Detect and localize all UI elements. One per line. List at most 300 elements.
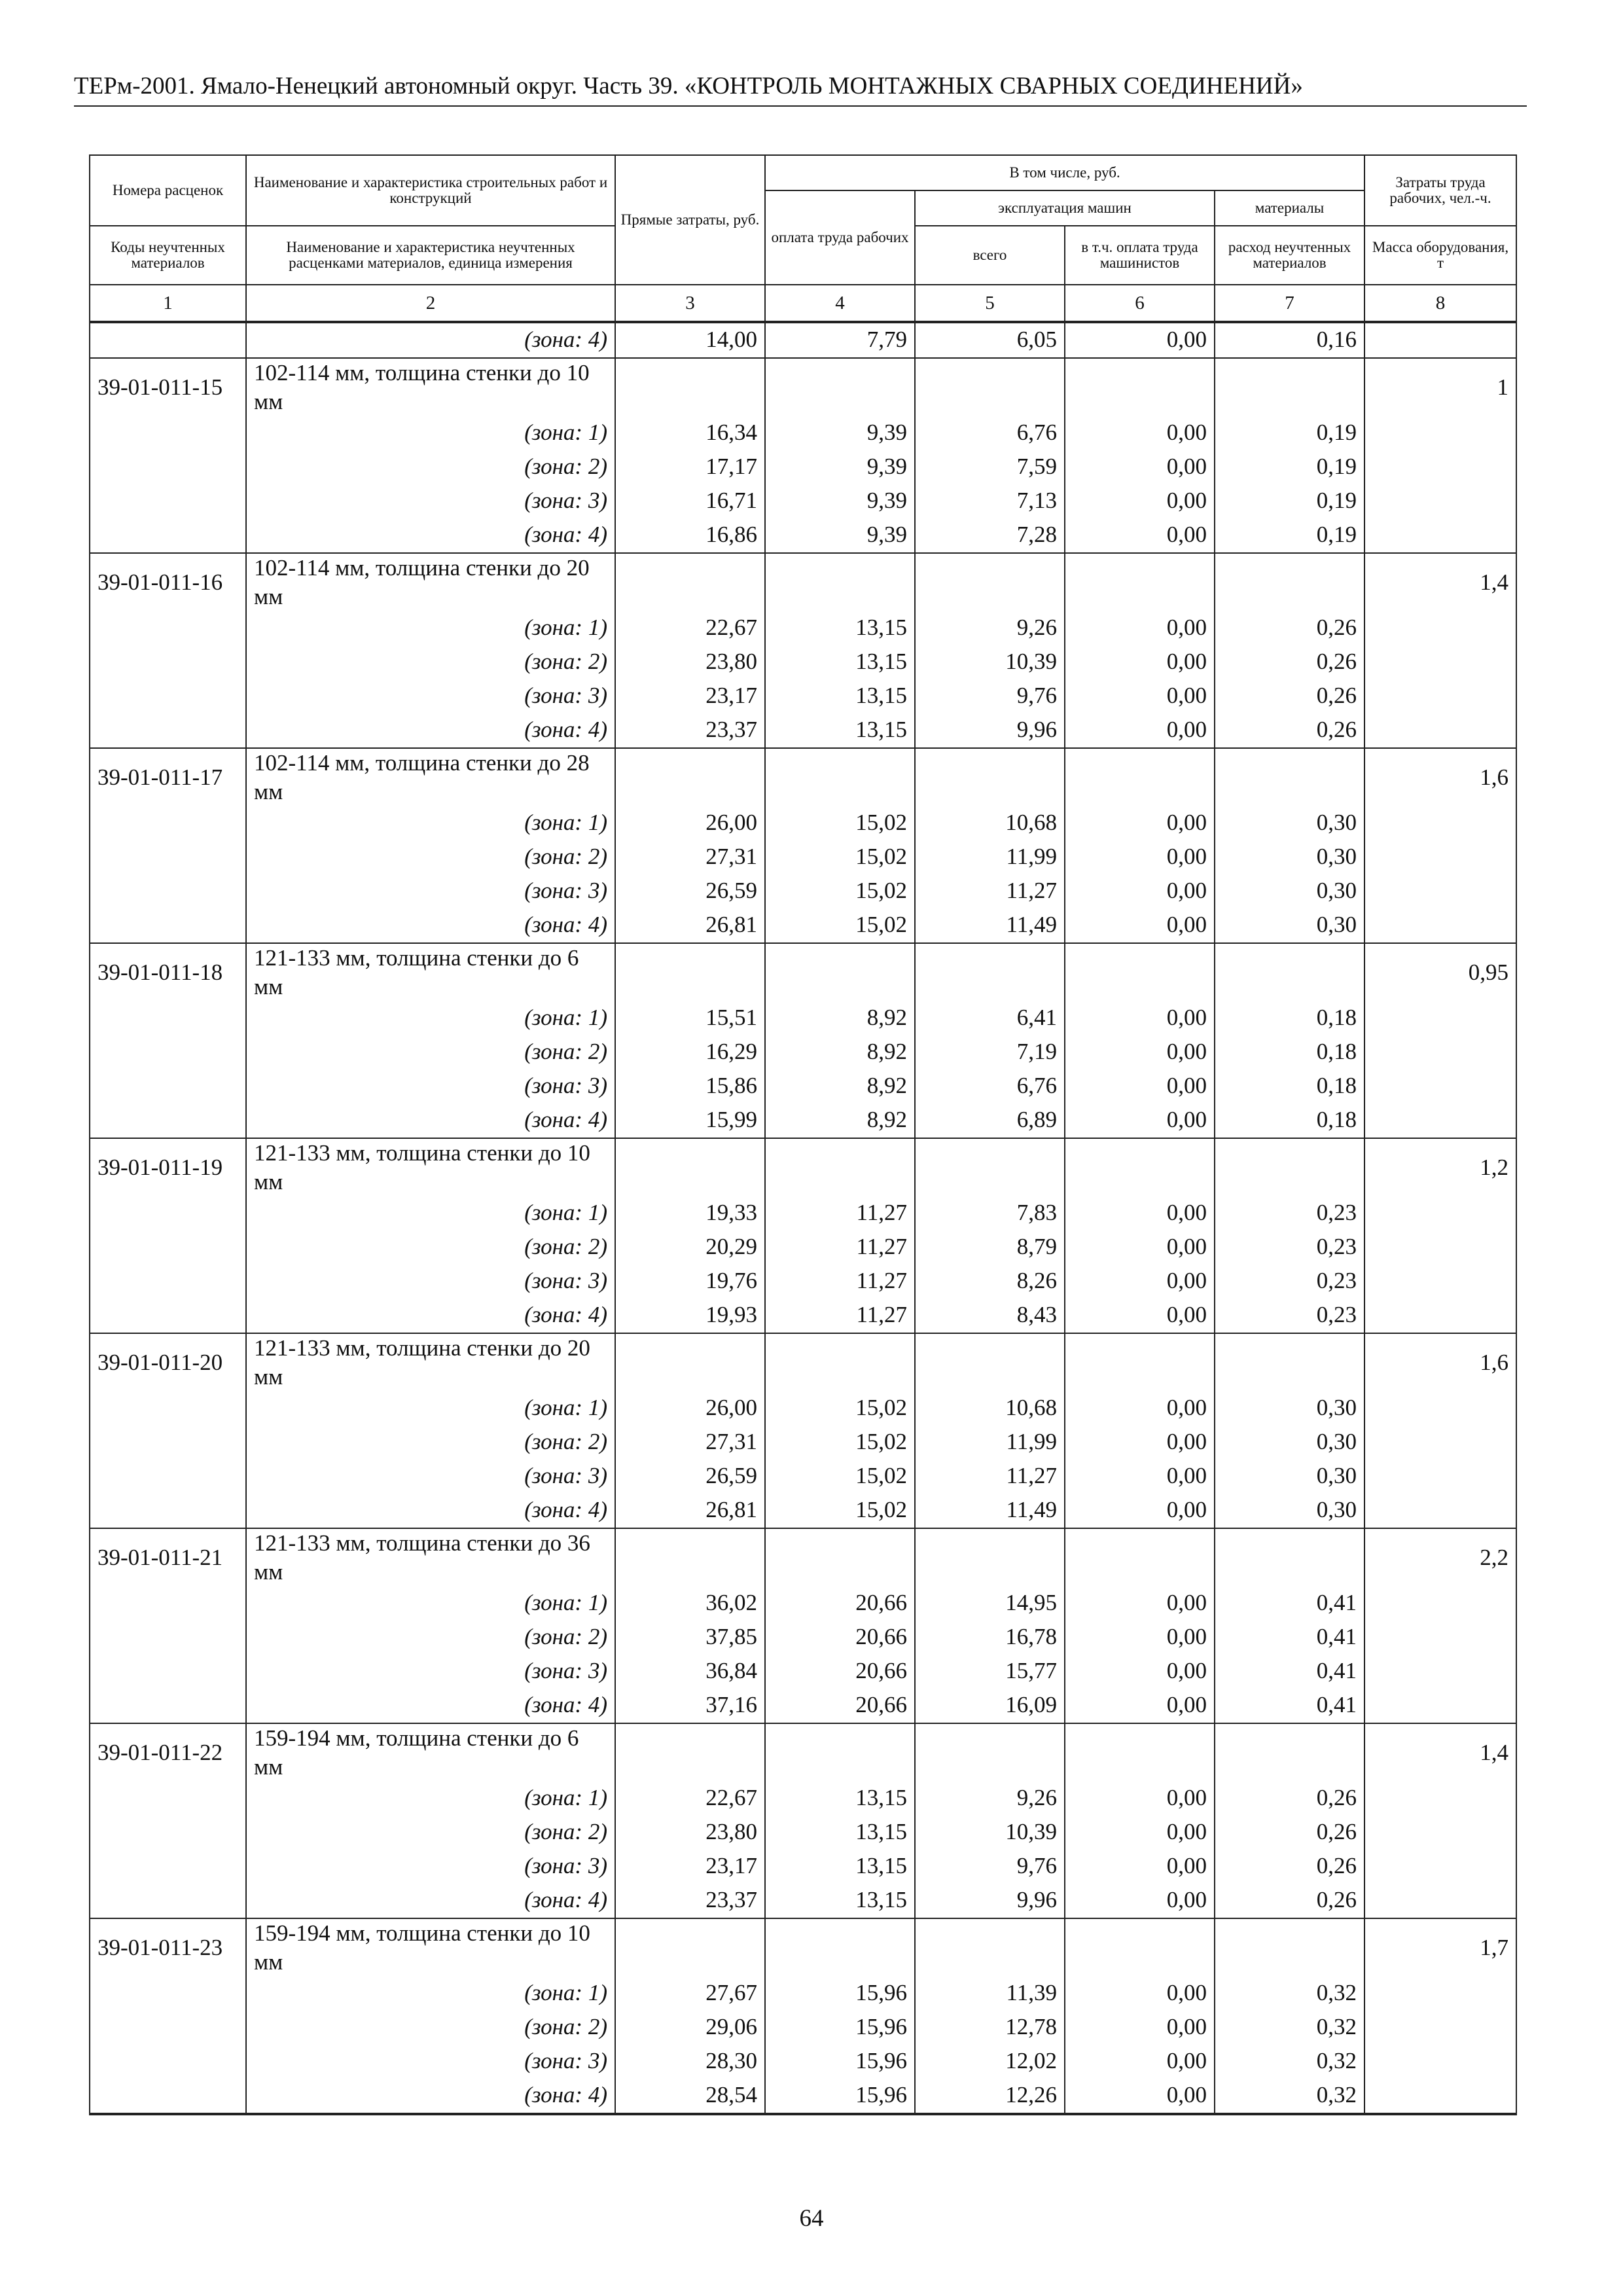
machinist-pay-value: 0,00 — [1065, 518, 1215, 553]
zone-row — [90, 1460, 1516, 1494]
materials-value: 0,18 — [1215, 1103, 1364, 1138]
zone-label: (зона: 3) — [246, 2045, 615, 2079]
labor-pay-value: 15,96 — [765, 2011, 915, 2045]
materials-value: 0,23 — [1215, 1265, 1364, 1299]
zone-label: (зона: 3) — [246, 1265, 615, 1299]
direct-costs-value: 37,16 — [615, 1689, 765, 1723]
machine-total-value: 6,89 — [915, 1103, 1065, 1138]
machine-total-value: 9,96 — [915, 1884, 1065, 1918]
rate-code: 39-01-011-20 — [90, 1333, 246, 1528]
table-body — [90, 322, 1516, 2114]
page-number: 64 — [799, 2205, 824, 2232]
direct-costs-value: 26,00 — [615, 1391, 765, 1426]
materials-value: 0,41 — [1215, 1655, 1364, 1689]
machine-total-value: 11,27 — [915, 1460, 1065, 1494]
zone-label: (зона: 3) — [246, 679, 615, 713]
machinist-pay-value: 0,00 — [1065, 1196, 1215, 1230]
machinist-pay-value: 0,00 — [1065, 1782, 1215, 1816]
rate-group-row — [90, 1138, 1516, 1196]
labor-costs-value: 1 — [1364, 358, 1516, 553]
materials-value: 0,26 — [1215, 1782, 1364, 1816]
column-number: 8 — [1364, 285, 1516, 322]
zone-label: (зона: 2) — [246, 1035, 615, 1069]
machinist-pay-value: 0,00 — [1065, 713, 1215, 748]
zone-row — [90, 679, 1516, 713]
labor-costs-value: 1,4 — [1364, 553, 1516, 748]
labor-pay-value: 15,02 — [765, 1426, 915, 1460]
zone-label: (зона: 4) — [246, 1689, 615, 1723]
machine-total-value: 10,39 — [915, 645, 1065, 679]
machinist-pay-value: 0,00 — [1065, 1460, 1215, 1494]
materials-value: 0,30 — [1215, 1391, 1364, 1426]
machine-total-value: 16,78 — [915, 1621, 1065, 1655]
machine-total-value: 7,13 — [915, 484, 1065, 518]
zone-label: (зона: 3) — [246, 874, 615, 908]
machine-total-value: 7,28 — [915, 518, 1065, 553]
rate-group-row — [90, 1333, 1516, 1391]
zone-label: (зона: 4) — [246, 713, 615, 748]
header-labor-pay: оплата труда рабочих — [765, 190, 915, 285]
machinist-pay-value: 0,00 — [1065, 1621, 1215, 1655]
page-header-title: ТЕРм-2001. Ямало-Ненецкий автономный округ. Часть 39. «КОНТРОЛЬ МОНТАЖНЫХ СВАРНЫХ СОЕДИНЕНИЙ» — [74, 73, 1303, 99]
materials-value: 0,26 — [1215, 1850, 1364, 1884]
zone-label: (зона: 3) — [246, 1655, 615, 1689]
materials-value: 0,26 — [1215, 713, 1364, 748]
direct-costs-value: 26,00 — [615, 806, 765, 840]
direct-costs-value: 15,51 — [615, 1001, 765, 1035]
zone-row — [90, 1977, 1516, 2011]
machinist-pay-value: 0,00 — [1065, 1391, 1215, 1426]
zone-row — [90, 1069, 1516, 1103]
direct-costs-value: 22,67 — [615, 611, 765, 645]
labor-costs-value: 0,95 — [1364, 943, 1516, 1138]
labor-pay-value: 15,96 — [765, 2079, 915, 2114]
rate-code: 39-01-011-16 — [90, 553, 246, 748]
zone-row — [90, 840, 1516, 874]
column-number: 2 — [246, 285, 615, 322]
zone-label: (зона: 3) — [246, 1850, 615, 1884]
column-number: 1 — [90, 285, 246, 322]
labor-pay-value: 11,27 — [765, 1265, 915, 1299]
machine-total-value: 16,09 — [915, 1689, 1065, 1723]
labor-pay-value: 15,96 — [765, 2045, 915, 2079]
labor-pay-value: 13,15 — [765, 611, 915, 645]
direct-costs-value: 15,86 — [615, 1069, 765, 1103]
direct-costs-value: 19,76 — [615, 1265, 765, 1299]
machinist-pay-value: 0,00 — [1065, 1103, 1215, 1138]
rate-group-row — [90, 1723, 1516, 1782]
labor-costs-value: 1,2 — [1364, 1138, 1516, 1333]
zone-row — [90, 645, 1516, 679]
materials-value: 0,19 — [1215, 450, 1364, 484]
carry-over-row — [90, 322, 1516, 358]
machinist-pay-value: 0,00 — [1065, 1001, 1215, 1035]
direct-costs-value: 14,00 — [615, 322, 765, 358]
zone-row — [90, 806, 1516, 840]
machinist-pay-value: 0,00 — [1065, 1069, 1215, 1103]
rate-code: 39-01-011-18 — [90, 943, 246, 1138]
rate-name: 121-133 мм, толщина стенки до 10 мм — [246, 1138, 615, 1196]
rate-code: 39-01-011-17 — [90, 748, 246, 943]
direct-costs-value: 36,84 — [615, 1655, 765, 1689]
machine-total-value: 9,76 — [915, 1850, 1065, 1884]
machinist-pay-value: 0,00 — [1065, 2011, 1215, 2045]
header-including: В том числе, руб. — [765, 155, 1364, 190]
machine-total-value: 6,76 — [915, 416, 1065, 450]
zone-row — [90, 518, 1516, 553]
machine-total-value: 7,59 — [915, 450, 1065, 484]
zone-row — [90, 1426, 1516, 1460]
rate-code: 39-01-011-19 — [90, 1138, 246, 1333]
labor-pay-value: 8,92 — [765, 1035, 915, 1069]
direct-costs-value: 27,31 — [615, 1426, 765, 1460]
direct-costs-value: 28,30 — [615, 2045, 765, 2079]
zone-row — [90, 1001, 1516, 1035]
direct-costs-value: 26,59 — [615, 874, 765, 908]
labor-pay-value: 11,27 — [765, 1230, 915, 1265]
rate-name: 159-194 мм, толщина стенки до 6 мм — [246, 1723, 615, 1782]
materials-value: 0,30 — [1215, 1460, 1364, 1494]
direct-costs-value: 36,02 — [615, 1587, 765, 1621]
labor-pay-value: 9,39 — [765, 416, 915, 450]
header-direct-costs: Прямые затраты, руб. — [615, 155, 765, 285]
machinist-pay-value: 0,00 — [1065, 450, 1215, 484]
zone-row — [90, 1299, 1516, 1333]
table-header — [90, 155, 1516, 322]
zone-label: (зона: 4) — [246, 1299, 615, 1333]
rate-code: 39-01-011-22 — [90, 1723, 246, 1918]
materials-value: 0,30 — [1215, 874, 1364, 908]
direct-costs-value: 26,59 — [615, 1460, 765, 1494]
rate-name: 102-114 мм, толщина стенки до 20 мм — [246, 553, 615, 611]
machine-total-value: 11,49 — [915, 908, 1065, 943]
machinist-pay-value: 0,00 — [1065, 484, 1215, 518]
machinist-pay-value: 0,00 — [1065, 645, 1215, 679]
header-materials: материалы — [1215, 190, 1364, 226]
direct-costs-value: 15,99 — [615, 1103, 765, 1138]
labor-pay-value: 15,02 — [765, 1391, 915, 1426]
rate-group-row — [90, 748, 1516, 806]
header-labor-costs: Затраты труда рабочих, чел.-ч. — [1364, 155, 1516, 226]
machine-total-value: 7,19 — [915, 1035, 1065, 1069]
direct-costs-value: 23,17 — [615, 1850, 765, 1884]
zone-row — [90, 1265, 1516, 1299]
machine-total-value: 6,76 — [915, 1069, 1065, 1103]
header-unaccounted-name: Наименование и характеристика неучтенных расценками материалов, единица измерения — [246, 226, 615, 285]
zone-row — [90, 908, 1516, 943]
materials-value: 0,23 — [1215, 1230, 1364, 1265]
zone-row — [90, 713, 1516, 748]
labor-pay-value: 13,15 — [765, 645, 915, 679]
materials-value: 0,23 — [1215, 1299, 1364, 1333]
zone-label: (зона: 1) — [246, 1001, 615, 1035]
materials-value: 0,30 — [1215, 806, 1364, 840]
zone-label: (зона: 4) — [246, 518, 615, 553]
zone-label: (зона: 1) — [246, 611, 615, 645]
direct-costs-value: 27,31 — [615, 840, 765, 874]
machine-total-value: 11,49 — [915, 1494, 1065, 1528]
materials-value: 0,30 — [1215, 908, 1364, 943]
direct-costs-value: 23,37 — [615, 1884, 765, 1918]
direct-costs-value: 28,54 — [615, 2079, 765, 2114]
labor-pay-value: 15,02 — [765, 806, 915, 840]
machinist-pay-value: 0,00 — [1065, 806, 1215, 840]
direct-costs-value: 20,29 — [615, 1230, 765, 1265]
machinist-pay-value: 0,00 — [1065, 679, 1215, 713]
rate-code: 39-01-011-21 — [90, 1528, 246, 1723]
materials-value: 0,26 — [1215, 645, 1364, 679]
rate-name: 102-114 мм, толщина стенки до 28 мм — [246, 748, 615, 806]
materials-value: 0,32 — [1215, 1977, 1364, 2011]
machinist-pay-value: 0,00 — [1065, 1494, 1215, 1528]
zone-row — [90, 1494, 1516, 1528]
direct-costs-value: 17,17 — [615, 450, 765, 484]
direct-costs-value: 23,17 — [615, 679, 765, 713]
labor-costs-value: 1,4 — [1364, 1723, 1516, 1918]
direct-costs-value: 23,80 — [615, 645, 765, 679]
machinist-pay-value: 0,00 — [1065, 1587, 1215, 1621]
header-total: всего — [915, 226, 1065, 285]
zone-label: (зона: 1) — [246, 1977, 615, 2011]
direct-costs-value: 37,85 — [615, 1621, 765, 1655]
machinist-pay-value: 0,00 — [1065, 611, 1215, 645]
materials-value: 0,18 — [1215, 1001, 1364, 1035]
zone-label: (зона: 3) — [246, 1460, 615, 1494]
rate-group-row — [90, 358, 1516, 416]
zone-row — [90, 874, 1516, 908]
zone-label: (зона: 2) — [246, 1230, 615, 1265]
zone-label: (зона: 1) — [246, 806, 615, 840]
direct-costs-value: 16,29 — [615, 1035, 765, 1069]
zone-row — [90, 2011, 1516, 2045]
machine-total-value: 8,26 — [915, 1265, 1065, 1299]
machinist-pay-value: 0,00 — [1065, 416, 1215, 450]
labor-costs-value: 1,6 — [1364, 1333, 1516, 1528]
machinist-pay-value: 0,00 — [1065, 874, 1215, 908]
materials-value: 0,23 — [1215, 1196, 1364, 1230]
rates-table — [89, 154, 1517, 2115]
machine-total-value: 6,05 — [915, 322, 1065, 358]
direct-costs-value: 16,86 — [615, 518, 765, 553]
direct-costs-value: 16,71 — [615, 484, 765, 518]
machine-total-value: 10,39 — [915, 1816, 1065, 1850]
machine-total-value: 9,26 — [915, 611, 1065, 645]
materials-value: 0,26 — [1215, 679, 1364, 713]
machine-total-value: 12,02 — [915, 2045, 1065, 2079]
labor-pay-value: 15,02 — [765, 874, 915, 908]
labor-pay-value: 13,15 — [765, 1884, 915, 1918]
labor-pay-value: 13,15 — [765, 679, 915, 713]
machine-total-value: 11,27 — [915, 874, 1065, 908]
rate-group-row — [90, 1528, 1516, 1587]
materials-value: 0,32 — [1215, 2045, 1364, 2079]
materials-value: 0,19 — [1215, 416, 1364, 450]
machine-total-value: 11,99 — [915, 1426, 1065, 1460]
zone-row — [90, 1850, 1516, 1884]
direct-costs-value: 23,80 — [615, 1816, 765, 1850]
zone-row — [90, 1816, 1516, 1850]
materials-value: 0,41 — [1215, 1621, 1364, 1655]
zone-label: (зона: 4) — [246, 322, 615, 358]
zone-label: (зона: 1) — [246, 1782, 615, 1816]
labor-pay-value: 13,15 — [765, 1850, 915, 1884]
zone-label: (зона: 4) — [246, 908, 615, 943]
rate-code: 39-01-011-15 — [90, 358, 246, 553]
zone-row — [90, 2045, 1516, 2079]
machinist-pay-value: 0,00 — [1065, 2079, 1215, 2114]
machinist-pay-value: 0,00 — [1065, 322, 1215, 358]
labor-pay-value: 8,92 — [765, 1103, 915, 1138]
zone-label: (зона: 2) — [246, 1426, 615, 1460]
machinist-pay-value: 0,00 — [1065, 1977, 1215, 2011]
machine-total-value: 8,79 — [915, 1230, 1065, 1265]
zone-row — [90, 1230, 1516, 1265]
column-number: 7 — [1215, 285, 1364, 322]
header-divider — [74, 105, 1527, 107]
labor-pay-value: 15,02 — [765, 1460, 915, 1494]
header-equipment-mass: Масса оборудования, т — [1364, 226, 1516, 285]
materials-value: 0,26 — [1215, 1816, 1364, 1850]
zone-row — [90, 1103, 1516, 1138]
zone-label: (зона: 1) — [246, 416, 615, 450]
labor-pay-value: 8,92 — [765, 1001, 915, 1035]
direct-costs-value: 26,81 — [615, 908, 765, 943]
zone-label: (зона: 2) — [246, 450, 615, 484]
direct-costs-value: 19,33 — [615, 1196, 765, 1230]
zone-row — [90, 1391, 1516, 1426]
machinist-pay-value: 0,00 — [1065, 1035, 1215, 1069]
labor-pay-value: 13,15 — [765, 713, 915, 748]
labor-pay-value: 9,39 — [765, 518, 915, 553]
header-rate-number: Номера расценок — [90, 155, 246, 226]
machinist-pay-value: 0,00 — [1065, 1884, 1215, 1918]
zone-row — [90, 2079, 1516, 2114]
labor-costs-value: 2,2 — [1364, 1528, 1516, 1723]
materials-value: 0,41 — [1215, 1689, 1364, 1723]
zone-row — [90, 1196, 1516, 1230]
zone-row — [90, 1655, 1516, 1689]
labor-pay-value: 13,15 — [765, 1816, 915, 1850]
machine-total-value: 7,83 — [915, 1196, 1065, 1230]
materials-value: 0,30 — [1215, 1494, 1364, 1528]
zone-label: (зона: 4) — [246, 2079, 615, 2114]
rate-group-row — [90, 1918, 1516, 1977]
zone-label: (зона: 2) — [246, 645, 615, 679]
materials-value: 0,18 — [1215, 1069, 1364, 1103]
materials-value: 0,41 — [1215, 1587, 1364, 1621]
labor-pay-value: 7,79 — [765, 322, 915, 358]
rate-name: 159-194 мм, толщина стенки до 10 мм — [246, 1918, 615, 1977]
materials-value: 0,19 — [1215, 518, 1364, 553]
machinist-pay-value: 0,00 — [1065, 1265, 1215, 1299]
rate-code: 39-01-011-23 — [90, 1918, 246, 2114]
direct-costs-value: 16,34 — [615, 416, 765, 450]
rate-name: 102-114 мм, толщина стенки до 10 мм — [246, 358, 615, 416]
machinist-pay-value: 0,00 — [1065, 1299, 1215, 1333]
zone-label: (зона: 3) — [246, 1069, 615, 1103]
labor-pay-value: 20,66 — [765, 1587, 915, 1621]
rate-name: 121-133 мм, толщина стенки до 36 мм — [246, 1528, 615, 1587]
machine-total-value: 12,26 — [915, 2079, 1065, 2114]
machinist-pay-value: 0,00 — [1065, 1426, 1215, 1460]
machinist-pay-value: 0,00 — [1065, 1230, 1215, 1265]
column-number: 4 — [765, 285, 915, 322]
labor-pay-value: 15,02 — [765, 908, 915, 943]
labor-pay-value: 20,66 — [765, 1621, 915, 1655]
zone-label: (зона: 2) — [246, 1621, 615, 1655]
machine-total-value: 6,41 — [915, 1001, 1065, 1035]
zone-row — [90, 416, 1516, 450]
rate-group-row — [90, 553, 1516, 611]
direct-costs-value: 22,67 — [615, 1782, 765, 1816]
machine-total-value: 8,43 — [915, 1299, 1065, 1333]
zone-label: (зона: 4) — [246, 1884, 615, 1918]
materials-value: 0,19 — [1215, 484, 1364, 518]
labor-pay-value: 9,39 — [765, 484, 915, 518]
header-unaccounted-codes: Коды неучтенных материалов — [90, 226, 246, 285]
header-machine-operation: эксплуатация машин — [915, 190, 1215, 226]
labor-pay-value: 20,66 — [765, 1655, 915, 1689]
direct-costs-value: 19,93 — [615, 1299, 765, 1333]
machine-total-value: 9,76 — [915, 679, 1065, 713]
materials-value: 0,32 — [1215, 2079, 1364, 2114]
zone-label: (зона: 2) — [246, 1816, 615, 1850]
labor-pay-value: 9,39 — [765, 450, 915, 484]
direct-costs-value: 26,81 — [615, 1494, 765, 1528]
zone-row — [90, 1035, 1516, 1069]
rate-name: 121-133 мм, толщина стенки до 20 мм — [246, 1333, 615, 1391]
labor-costs-value: 1,6 — [1364, 748, 1516, 943]
column-number: 6 — [1065, 285, 1215, 322]
machine-total-value: 15,77 — [915, 1655, 1065, 1689]
direct-costs-value: 29,06 — [615, 2011, 765, 2045]
labor-pay-value: 15,02 — [765, 1494, 915, 1528]
labor-costs-value: 1,7 — [1364, 1918, 1516, 2114]
column-number-row — [90, 285, 1516, 322]
machinist-pay-value: 0,00 — [1065, 1655, 1215, 1689]
zone-label: (зона: 2) — [246, 2011, 615, 2045]
materials-value: 0,30 — [1215, 1426, 1364, 1460]
labor-pay-value: 11,27 — [765, 1299, 915, 1333]
materials-value: 0,26 — [1215, 611, 1364, 645]
machine-total-value: 12,78 — [915, 2011, 1065, 2045]
machinist-pay-value: 0,00 — [1065, 1689, 1215, 1723]
zone-label: (зона: 1) — [246, 1196, 615, 1230]
machine-total-value: 9,96 — [915, 713, 1065, 748]
header-work-name: Наименование и характеристика строительных работ и конструкций — [246, 155, 615, 226]
materials-value: 0,26 — [1215, 1884, 1364, 1918]
direct-costs-value: 23,37 — [615, 713, 765, 748]
labor-pay-value: 13,15 — [765, 1782, 915, 1816]
zone-row — [90, 484, 1516, 518]
zone-row — [90, 450, 1516, 484]
materials-value: 0,32 — [1215, 2011, 1364, 2045]
machinist-pay-value: 0,00 — [1065, 1816, 1215, 1850]
materials-value: 0,16 — [1215, 322, 1364, 358]
zone-label: (зона: 4) — [246, 1103, 615, 1138]
zone-label: (зона: 1) — [246, 1391, 615, 1426]
machine-total-value: 10,68 — [915, 806, 1065, 840]
zone-row — [90, 611, 1516, 645]
machinist-pay-value: 0,00 — [1065, 1850, 1215, 1884]
zone-row — [90, 1689, 1516, 1723]
machine-total-value: 9,26 — [915, 1782, 1065, 1816]
zone-row — [90, 1782, 1516, 1816]
machinist-pay-value: 0,00 — [1065, 840, 1215, 874]
rate-group-row — [90, 943, 1516, 1001]
column-number: 5 — [915, 285, 1065, 322]
zone-row — [90, 1884, 1516, 1918]
